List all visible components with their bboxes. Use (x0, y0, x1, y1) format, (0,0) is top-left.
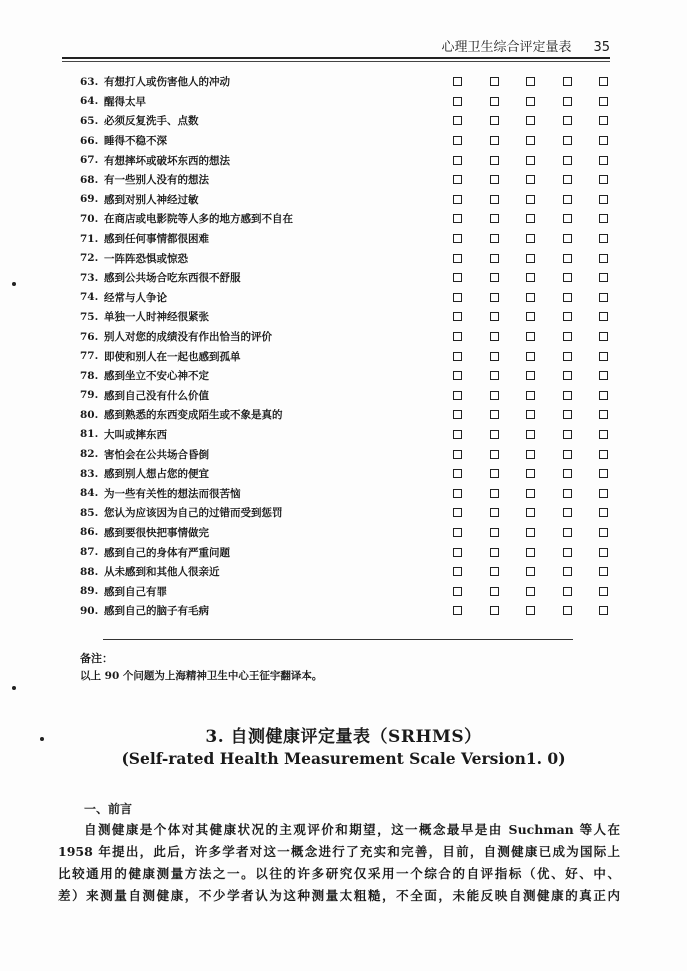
answer-checkbox[interactable] (599, 469, 608, 478)
answer-options (453, 131, 608, 151)
question-row (80, 542, 620, 562)
answer-checkbox[interactable] (490, 175, 499, 184)
answer-checkbox[interactable] (599, 587, 608, 596)
body-line: 1958 年提出，此后，许多学者对这一概念进行了充实和完善，目前，自测健康已成为国际上 (58, 844, 620, 859)
answer-checkbox[interactable] (453, 548, 462, 557)
question-number: 89. (80, 585, 99, 598)
answer-checkbox[interactable] (599, 410, 608, 419)
answer-options (453, 229, 608, 249)
question-row (80, 150, 620, 170)
answer-checkbox[interactable] (453, 587, 462, 596)
answer-checkbox[interactable] (526, 273, 535, 282)
answer-checkbox[interactable] (563, 450, 572, 459)
answer-checkbox[interactable] (563, 489, 572, 498)
answer-checkbox[interactable] (490, 606, 499, 615)
question-text: 有想打人或伤害他人的冲动 (104, 76, 230, 89)
answer-checkbox[interactable] (599, 391, 608, 400)
answer-checkbox[interactable] (453, 528, 462, 537)
question-row (80, 307, 620, 327)
question-number: 68. (80, 173, 99, 186)
question-number: 82. (80, 448, 99, 461)
question-number: 65. (80, 114, 99, 127)
question-row (80, 131, 620, 151)
answer-checkbox[interactable] (599, 567, 608, 576)
question-row (80, 268, 620, 288)
answer-checkbox[interactable] (599, 234, 608, 243)
answer-options (453, 288, 608, 308)
answer-checkbox[interactable] (563, 332, 572, 341)
question-number: 70. (80, 212, 99, 225)
question-text: 即使和别人在一起也感到孤单 (104, 350, 241, 363)
answer-checkbox[interactable] (490, 430, 499, 439)
answer-options (453, 346, 608, 366)
header-rule (62, 57, 610, 59)
answer-options (453, 601, 608, 621)
question-text: 害怕会在公共场合昏倒 (104, 448, 209, 461)
header-rule-thin (62, 61, 610, 62)
scan-speck (12, 686, 16, 690)
answer-checkbox[interactable] (526, 489, 535, 498)
answer-checkbox[interactable] (490, 214, 499, 223)
question-number: 78. (80, 369, 99, 382)
answer-checkbox[interactable] (490, 352, 499, 361)
question-number: 76. (80, 330, 99, 343)
answer-checkbox[interactable] (490, 293, 499, 302)
answer-checkbox[interactable] (453, 254, 462, 263)
section-title: 3. 自测健康评定量表（SRHMS） (205, 727, 482, 747)
question-number: 75. (80, 310, 99, 323)
answer-checkbox[interactable] (599, 254, 608, 263)
answer-checkbox[interactable] (563, 156, 572, 165)
answer-checkbox[interactable] (599, 450, 608, 459)
answer-checkbox[interactable] (490, 97, 499, 106)
answer-checkbox[interactable] (599, 430, 608, 439)
question-row (80, 111, 620, 131)
question-row (80, 72, 620, 92)
question-text: 感到自己有罪 (104, 585, 167, 598)
question-row (80, 523, 620, 543)
answer-checkbox[interactable] (599, 273, 608, 282)
answer-options (453, 542, 608, 562)
answer-checkbox[interactable] (453, 391, 462, 400)
question-number: 83. (80, 467, 99, 480)
answer-checkbox[interactable] (490, 371, 499, 380)
answer-checkbox[interactable] (599, 548, 608, 557)
question-number: 71. (80, 232, 99, 245)
section-subtitle: (Self-rated Health Measurement Scale Version1. 0) (121, 749, 566, 768)
answer-checkbox[interactable] (453, 312, 462, 321)
question-row (80, 483, 620, 503)
answer-checkbox[interactable] (599, 293, 608, 302)
body-line: 差）来测量自测健康，不少学者认为这种测量太粗糙，不全面，未能反映自测健康的真正内 (58, 888, 620, 903)
answer-checkbox[interactable] (599, 508, 608, 517)
answer-checkbox[interactable] (453, 195, 462, 204)
question-text: 您认为应该因为自己的过错而受到惩罚 (104, 507, 283, 520)
question-row (80, 209, 620, 229)
answer-checkbox[interactable] (526, 391, 535, 400)
answer-checkbox[interactable] (526, 371, 535, 380)
answer-options (453, 503, 608, 523)
question-number: 63. (80, 75, 99, 88)
answer-checkbox[interactable] (453, 450, 462, 459)
question-text: 感到自己的身体有严重问题 (104, 546, 230, 559)
answer-checkbox[interactable] (599, 195, 608, 204)
question-text: 为一些有关性的想法而很苦恼 (104, 487, 241, 500)
question-row (80, 327, 620, 347)
answer-checkbox[interactable] (453, 97, 462, 106)
note-label: 备注： (80, 652, 113, 665)
question-number: 87. (80, 546, 99, 559)
question-text: 在商店或电影院等人多的地方感到不自在 (104, 213, 293, 226)
answer-checkbox[interactable] (490, 77, 499, 86)
running-header-title: 心理卫生综合评定量表 (441, 40, 572, 55)
answer-checkbox[interactable] (453, 469, 462, 478)
answer-checkbox[interactable] (490, 273, 499, 282)
answer-checkbox[interactable] (490, 450, 499, 459)
question-text: 大叫或摔东西 (104, 428, 167, 441)
question-text: 感到别人想占您的便宜 (104, 468, 209, 481)
answer-checkbox[interactable] (490, 234, 499, 243)
question-number: 86. (80, 526, 99, 539)
answer-checkbox[interactable] (490, 136, 499, 145)
answer-options (453, 562, 608, 582)
question-row (80, 366, 620, 386)
question-row (80, 581, 620, 601)
list-end-rule (103, 639, 573, 640)
question-row (80, 405, 620, 425)
answer-checkbox[interactable] (526, 156, 535, 165)
question-number: 79. (80, 389, 99, 402)
answer-options (453, 327, 608, 347)
scan-speck (12, 282, 16, 286)
question-row (80, 425, 620, 445)
question-text: 有一些别人没有的想法 (104, 174, 209, 187)
answer-checkbox[interactable] (563, 567, 572, 576)
answer-options (453, 444, 608, 464)
answer-options (453, 72, 608, 92)
question-row (80, 444, 620, 464)
subsection-heading: 一、前言 (84, 802, 133, 816)
question-row (80, 248, 620, 268)
answer-checkbox[interactable] (526, 548, 535, 557)
answer-options (453, 523, 608, 543)
body-paragraph (58, 819, 620, 907)
question-text: 醒得太早 (104, 95, 146, 108)
answer-checkbox[interactable] (563, 548, 572, 557)
question-text: 有想摔坏或破坏东西的想法 (104, 154, 230, 167)
answer-checkbox[interactable] (490, 489, 499, 498)
answer-checkbox[interactable] (526, 332, 535, 341)
answer-checkbox[interactable] (599, 606, 608, 615)
answer-checkbox[interactable] (526, 587, 535, 596)
answer-checkbox[interactable] (526, 77, 535, 86)
question-number: 85. (80, 506, 99, 519)
answer-checkbox[interactable] (453, 606, 462, 615)
question-text: 从未感到和其他人很亲近 (104, 566, 220, 579)
answer-options (453, 209, 608, 229)
question-number: 73. (80, 271, 99, 284)
answer-checkbox[interactable] (490, 567, 499, 576)
answer-options (453, 170, 608, 190)
question-text: 睡得不稳不深 (104, 135, 167, 148)
answer-checkbox[interactable] (453, 430, 462, 439)
question-row (80, 464, 620, 484)
answer-checkbox[interactable] (453, 214, 462, 223)
answer-checkbox[interactable] (563, 116, 572, 125)
answer-checkbox[interactable] (599, 136, 608, 145)
answer-checkbox[interactable] (453, 273, 462, 282)
answer-checkbox[interactable] (563, 97, 572, 106)
answer-checkbox[interactable] (563, 254, 572, 263)
question-number: 64. (80, 95, 99, 108)
question-text: 感到自己没有什么价值 (104, 389, 209, 402)
answer-options (453, 248, 608, 268)
answer-checkbox[interactable] (490, 332, 499, 341)
answer-options (453, 483, 608, 503)
question-text: 感到坐立不安心神不定 (104, 370, 209, 383)
questionnaire-list (80, 72, 620, 621)
answer-checkbox[interactable] (599, 528, 608, 537)
answer-checkbox[interactable] (526, 469, 535, 478)
answer-checkbox[interactable] (453, 175, 462, 184)
answer-options (453, 405, 608, 425)
answer-options (453, 268, 608, 288)
answer-checkbox[interactable] (526, 508, 535, 517)
answer-checkbox[interactable] (526, 410, 535, 419)
answer-checkbox[interactable] (490, 528, 499, 537)
answer-checkbox[interactable] (526, 116, 535, 125)
question-text: 经常与人争论 (104, 291, 167, 304)
running-header (62, 36, 610, 56)
question-text: 感到熟悉的东西变成陌生或不象是真的 (104, 409, 283, 422)
answer-checkbox[interactable] (599, 214, 608, 223)
answer-checkbox[interactable] (563, 136, 572, 145)
answer-checkbox[interactable] (563, 410, 572, 419)
page-number: 35 (593, 40, 610, 55)
question-number: 67. (80, 154, 99, 167)
answer-checkbox[interactable] (599, 156, 608, 165)
question-row (80, 346, 620, 366)
answer-checkbox[interactable] (453, 293, 462, 302)
question-text: 感到要很快把事情做完 (104, 526, 209, 539)
answer-options (453, 386, 608, 406)
answer-checkbox[interactable] (526, 97, 535, 106)
answer-checkbox[interactable] (453, 332, 462, 341)
answer-options (453, 111, 608, 131)
answer-checkbox[interactable] (453, 410, 462, 419)
question-row (80, 92, 620, 112)
answer-checkbox[interactable] (490, 156, 499, 165)
answer-checkbox[interactable] (526, 312, 535, 321)
answer-checkbox[interactable] (453, 77, 462, 86)
answer-checkbox[interactable] (526, 528, 535, 537)
question-number: 66. (80, 134, 99, 147)
answer-options (453, 307, 608, 327)
answer-checkbox[interactable] (526, 254, 535, 263)
answer-checkbox[interactable] (526, 234, 535, 243)
answer-checkbox[interactable] (453, 136, 462, 145)
answer-checkbox[interactable] (563, 469, 572, 478)
answer-checkbox[interactable] (490, 391, 499, 400)
answer-checkbox[interactable] (453, 352, 462, 361)
answer-checkbox[interactable] (490, 508, 499, 517)
answer-checkbox[interactable] (490, 587, 499, 596)
question-text: 一阵阵恐惧或惊恐 (104, 252, 188, 265)
scan-speck (40, 737, 44, 741)
answer-checkbox[interactable] (563, 234, 572, 243)
answer-checkbox[interactable] (563, 430, 572, 439)
answer-checkbox[interactable] (526, 293, 535, 302)
question-number: 69. (80, 193, 99, 206)
question-text: 感到对别人神经过敏 (104, 193, 199, 206)
question-text: 必须反复洗手、点数 (104, 115, 199, 128)
answer-checkbox[interactable] (563, 528, 572, 537)
answer-options (453, 92, 608, 112)
answer-checkbox[interactable] (453, 156, 462, 165)
answer-checkbox[interactable] (563, 606, 572, 615)
answer-checkbox[interactable] (599, 352, 608, 361)
answer-checkbox[interactable] (490, 254, 499, 263)
question-row (80, 288, 620, 308)
question-number: 72. (80, 252, 99, 265)
answer-checkbox[interactable] (526, 352, 535, 361)
answer-checkbox[interactable] (490, 116, 499, 125)
question-row (80, 190, 620, 210)
answer-checkbox[interactable] (526, 450, 535, 459)
answer-checkbox[interactable] (599, 97, 608, 106)
answer-checkbox[interactable] (563, 587, 572, 596)
answer-checkbox[interactable] (526, 606, 535, 615)
answer-checkbox[interactable] (526, 214, 535, 223)
answer-checkbox[interactable] (563, 214, 572, 223)
answer-checkbox[interactable] (453, 234, 462, 243)
answer-checkbox[interactable] (563, 371, 572, 380)
question-text: 单独一人时神经很紧张 (104, 311, 209, 324)
answer-checkbox[interactable] (526, 175, 535, 184)
answer-checkbox[interactable] (453, 116, 462, 125)
answer-checkbox[interactable] (563, 352, 572, 361)
answer-options (453, 150, 608, 170)
answer-checkbox[interactable] (453, 489, 462, 498)
answer-checkbox[interactable] (563, 508, 572, 517)
answer-checkbox[interactable] (490, 548, 499, 557)
answer-checkbox[interactable] (599, 312, 608, 321)
answer-checkbox[interactable] (526, 195, 535, 204)
answer-options (453, 464, 608, 484)
question-text: 感到自己的脑子有毛病 (104, 605, 209, 618)
answer-checkbox[interactable] (526, 567, 535, 576)
answer-checkbox[interactable] (490, 410, 499, 419)
question-number: 90. (80, 604, 99, 617)
answer-checkbox[interactable] (563, 273, 572, 282)
answer-checkbox[interactable] (563, 293, 572, 302)
answer-checkbox[interactable] (599, 116, 608, 125)
question-number: 84. (80, 487, 99, 500)
question-text: 感到公共场合吃东西很不舒服 (104, 272, 241, 285)
answer-options (453, 190, 608, 210)
answer-checkbox[interactable] (599, 489, 608, 498)
answer-checkbox[interactable] (563, 195, 572, 204)
answer-checkbox[interactable] (453, 567, 462, 576)
answer-checkbox[interactable] (563, 175, 572, 184)
question-row (80, 503, 620, 523)
answer-checkbox[interactable] (599, 77, 608, 86)
answer-options (453, 425, 608, 445)
note-text: 以上 90 个问题为上海精神卫生中心王征宇翻译本。 (80, 670, 323, 682)
answer-checkbox[interactable] (453, 371, 462, 380)
answer-checkbox[interactable] (526, 430, 535, 439)
answer-checkbox[interactable] (490, 312, 499, 321)
answer-checkbox[interactable] (563, 391, 572, 400)
answer-checkbox[interactable] (490, 469, 499, 478)
question-row (80, 170, 620, 190)
question-number: 80. (80, 408, 99, 421)
question-text: 感到任何事情都很困难 (104, 233, 209, 246)
answer-checkbox[interactable] (563, 312, 572, 321)
question-number: 81. (80, 428, 99, 441)
question-row (80, 601, 620, 621)
answer-checkbox[interactable] (453, 508, 462, 517)
question-row (80, 562, 620, 582)
answer-options (453, 366, 608, 386)
body-line: 自测健康是个体对其健康状况的主观评价和期望，这一概念最早是由 Suchman 等人在 (84, 822, 620, 837)
answer-checkbox[interactable] (599, 175, 608, 184)
answer-checkbox[interactable] (599, 332, 608, 341)
question-number: 77. (80, 350, 99, 363)
question-row (80, 386, 620, 406)
question-number: 88. (80, 565, 99, 578)
question-text: 别人对您的成绩没有作出恰当的评价 (104, 331, 272, 344)
answer-checkbox[interactable] (599, 371, 608, 380)
answer-checkbox[interactable] (563, 77, 572, 86)
answer-checkbox[interactable] (526, 136, 535, 145)
question-number: 74. (80, 291, 99, 304)
body-line: 比较通用的健康测量方法之一。以往的许多研究仅采用一个综合的自评指标（优、好、中、 (58, 866, 620, 881)
answer-options (453, 581, 608, 601)
question-row (80, 229, 620, 249)
answer-checkbox[interactable] (490, 195, 499, 204)
